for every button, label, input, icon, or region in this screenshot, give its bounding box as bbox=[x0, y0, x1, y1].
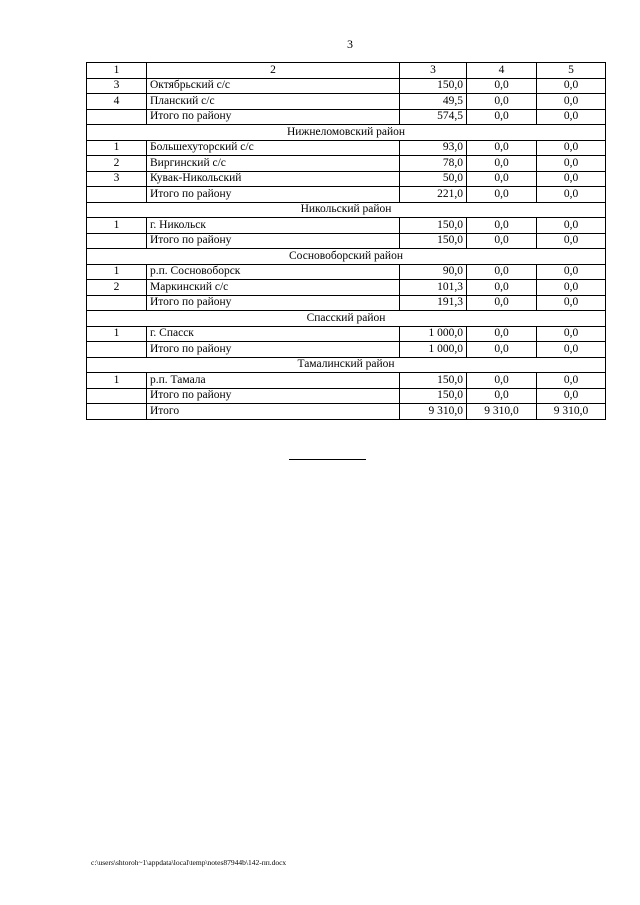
file-path-footer: c:\users\shtoroh~1\appdata\local\temp\notes87944b\142-пп.docx bbox=[91, 858, 287, 867]
name-cell: г. Никольск bbox=[147, 218, 400, 234]
name-cell: Октябрьский с/с bbox=[147, 78, 400, 94]
col5-cell: 0,0 bbox=[537, 156, 606, 172]
col4-cell: 0,0 bbox=[467, 78, 537, 94]
col4-cell: 0,0 bbox=[467, 373, 537, 389]
col4-cell: 0,0 bbox=[467, 233, 537, 249]
row-number-cell bbox=[87, 404, 147, 420]
col5-cell: 0,0 bbox=[537, 280, 606, 296]
amount-cell: 150,0 bbox=[400, 388, 467, 404]
col4-cell: 0,0 bbox=[467, 342, 537, 358]
section-header-row bbox=[87, 202, 606, 218]
table-row bbox=[87, 264, 606, 280]
table-row bbox=[87, 326, 606, 342]
col5-cell: 0,0 bbox=[537, 326, 606, 342]
table-row bbox=[87, 218, 606, 234]
name-cell: Итого bbox=[147, 404, 400, 420]
col5-cell: 0,0 bbox=[537, 295, 606, 311]
col5-cell: 0,0 bbox=[537, 78, 606, 94]
col5-cell: 9 310,0 bbox=[537, 404, 606, 420]
amount-cell: 101,3 bbox=[400, 280, 467, 296]
amount-cell: 150,0 bbox=[400, 233, 467, 249]
col4-cell: 0,0 bbox=[467, 280, 537, 296]
col4-cell: 0,0 bbox=[467, 326, 537, 342]
col4-cell: 0,0 bbox=[467, 140, 537, 156]
table-row bbox=[87, 388, 606, 404]
col4-cell: 9 310,0 bbox=[467, 404, 537, 420]
header-cell-col-1: 1 bbox=[87, 63, 147, 79]
row-number-cell bbox=[87, 388, 147, 404]
name-cell: Итого по району bbox=[147, 187, 400, 203]
table-row bbox=[87, 109, 606, 125]
amount-cell: 90,0 bbox=[400, 264, 467, 280]
table-row bbox=[87, 78, 606, 94]
row-number-cell: 4 bbox=[87, 94, 147, 110]
section-title: Спасский район bbox=[87, 311, 606, 327]
name-cell: р.п. Тамала bbox=[147, 373, 400, 389]
col4-cell: 0,0 bbox=[467, 156, 537, 172]
name-cell: Большехуторский с/с bbox=[147, 140, 400, 156]
name-cell: Кувак-Никольский bbox=[147, 171, 400, 187]
col5-cell: 0,0 bbox=[537, 109, 606, 125]
page-number: 3 bbox=[347, 37, 353, 51]
table-row bbox=[87, 171, 606, 187]
col5-cell: 0,0 bbox=[537, 218, 606, 234]
end-rule bbox=[289, 459, 366, 460]
row-number-cell bbox=[87, 233, 147, 249]
row-number-cell: 1 bbox=[87, 140, 147, 156]
row-number-cell: 1 bbox=[87, 326, 147, 342]
row-number-cell: 1 bbox=[87, 264, 147, 280]
col4-cell: 0,0 bbox=[467, 218, 537, 234]
col4-cell: 0,0 bbox=[467, 264, 537, 280]
name-cell: Итого по району bbox=[147, 342, 400, 358]
section-title: Нижнеломовский район bbox=[87, 125, 606, 141]
col4-cell: 0,0 bbox=[467, 109, 537, 125]
section-header-row bbox=[87, 311, 606, 327]
amount-cell: 9 310,0 bbox=[400, 404, 467, 420]
name-cell: Итого по району bbox=[147, 109, 400, 125]
row-number-cell: 2 bbox=[87, 156, 147, 172]
header-row bbox=[87, 63, 606, 79]
header-cell-col-4: 4 bbox=[467, 63, 537, 79]
amount-cell: 78,0 bbox=[400, 156, 467, 172]
section-header-row bbox=[87, 249, 606, 265]
col4-cell: 0,0 bbox=[467, 388, 537, 404]
col5-cell: 0,0 bbox=[537, 233, 606, 249]
table-row bbox=[87, 156, 606, 172]
row-number-cell bbox=[87, 109, 147, 125]
table-row bbox=[87, 295, 606, 311]
row-number-cell: 1 bbox=[87, 373, 147, 389]
amount-cell: 150,0 bbox=[400, 373, 467, 389]
col5-cell: 0,0 bbox=[537, 94, 606, 110]
allocation-table bbox=[86, 62, 606, 420]
row-number-cell: 2 bbox=[87, 280, 147, 296]
col4-cell: 0,0 bbox=[467, 94, 537, 110]
header-cell-col-5: 5 bbox=[537, 63, 606, 79]
amount-cell: 150,0 bbox=[400, 218, 467, 234]
col4-cell: 0,0 bbox=[467, 295, 537, 311]
col5-cell: 0,0 bbox=[537, 342, 606, 358]
row-number-cell: 3 bbox=[87, 78, 147, 94]
table-row bbox=[87, 373, 606, 389]
table-row bbox=[87, 140, 606, 156]
name-cell: Планский с/с bbox=[147, 94, 400, 110]
table-row bbox=[87, 233, 606, 249]
amount-cell: 150,0 bbox=[400, 78, 467, 94]
col4-cell: 0,0 bbox=[467, 187, 537, 203]
amount-cell: 49,5 bbox=[400, 94, 467, 110]
name-cell: г. Спасск bbox=[147, 326, 400, 342]
section-title: Никольский район bbox=[87, 202, 606, 218]
table-row bbox=[87, 187, 606, 203]
row-number-cell bbox=[87, 342, 147, 358]
amount-cell: 93,0 bbox=[400, 140, 467, 156]
amount-cell: 50,0 bbox=[400, 171, 467, 187]
table-row bbox=[87, 404, 606, 420]
section-title: Тамалинский район bbox=[87, 357, 606, 373]
section-header-row bbox=[87, 357, 606, 373]
amount-cell: 221,0 bbox=[400, 187, 467, 203]
row-number-cell: 1 bbox=[87, 218, 147, 234]
row-number-cell: 3 bbox=[87, 171, 147, 187]
col4-cell: 0,0 bbox=[467, 171, 537, 187]
header-cell-col-3: 3 bbox=[400, 63, 467, 79]
header-cell-col-2: 2 bbox=[147, 63, 400, 79]
col5-cell: 0,0 bbox=[537, 373, 606, 389]
col5-cell: 0,0 bbox=[537, 264, 606, 280]
section-title: Сосновоборский район bbox=[87, 249, 606, 265]
amount-cell: 1 000,0 bbox=[400, 326, 467, 342]
amount-cell: 574,5 bbox=[400, 109, 467, 125]
row-number-cell bbox=[87, 187, 147, 203]
name-cell: Маркинский с/с bbox=[147, 280, 400, 296]
row-number-cell bbox=[87, 295, 147, 311]
name-cell: Итого по району bbox=[147, 388, 400, 404]
amount-cell: 1 000,0 bbox=[400, 342, 467, 358]
table-row bbox=[87, 94, 606, 110]
col5-cell: 0,0 bbox=[537, 187, 606, 203]
amount-cell: 191,3 bbox=[400, 295, 467, 311]
table-row bbox=[87, 342, 606, 358]
col5-cell: 0,0 bbox=[537, 171, 606, 187]
section-header-row bbox=[87, 125, 606, 141]
name-cell: Виргинский с/с bbox=[147, 156, 400, 172]
col5-cell: 0,0 bbox=[537, 140, 606, 156]
name-cell: р.п. Сосновоборск bbox=[147, 264, 400, 280]
col5-cell: 0,0 bbox=[537, 388, 606, 404]
table-row bbox=[87, 280, 606, 296]
name-cell: Итого по району bbox=[147, 233, 400, 249]
name-cell: Итого по району bbox=[147, 295, 400, 311]
